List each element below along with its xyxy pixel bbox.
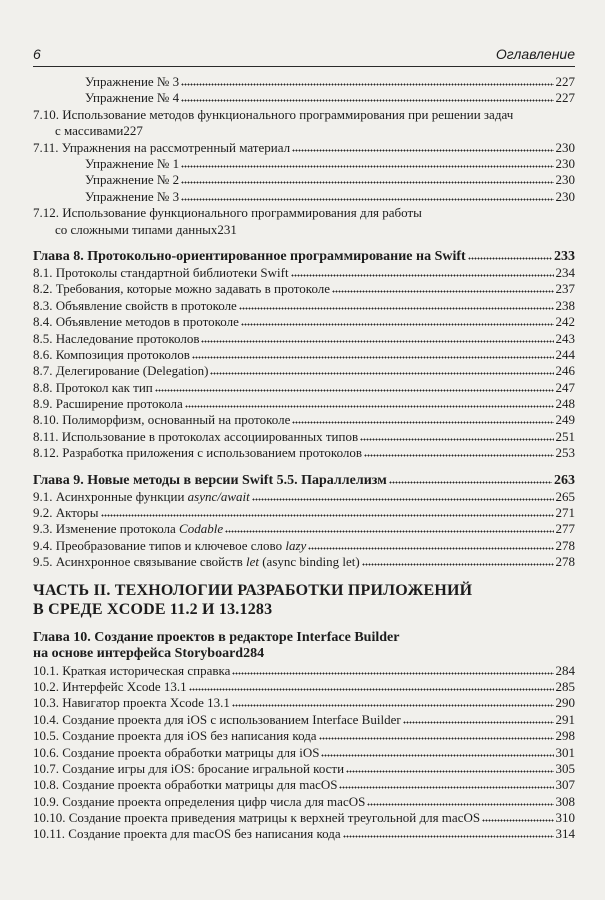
dot-leader <box>239 306 554 310</box>
dot-leader <box>292 148 553 152</box>
toc-entry-title <box>33 826 341 842</box>
header-rule <box>33 66 575 67</box>
toc-title-text: 8.10. Полиморфизм, основанный на протоколе <box>33 412 291 428</box>
toc-title-text: 9.4. Преобразование типов и ключевое слово <box>33 537 286 553</box>
toc-page-number: 253 <box>555 445 575 461</box>
toc-page-number: 263 <box>554 472 575 488</box>
toc-title-text: 8.1. Протоколы стандартной библиотеки Swift <box>33 264 289 280</box>
toc-page-number: 234 <box>555 264 575 280</box>
toc-page-number: 227 <box>123 123 143 139</box>
toc-title-text: 9.2. Акторы <box>33 505 99 521</box>
toc-page-number: 230 <box>555 155 575 171</box>
toc-entry <box>33 554 575 570</box>
toc-title-italic: let <box>245 554 259 570</box>
toc-entry-title <box>33 489 250 505</box>
dot-leader <box>181 164 553 168</box>
toc-entry <box>33 445 575 461</box>
running-head <box>33 46 575 62</box>
toc-entry-title <box>85 90 179 106</box>
toc-title-text: 8.8. Протокол как тип <box>33 379 153 395</box>
toc-entry-title <box>33 412 290 428</box>
toc-entry-title <box>33 505 99 521</box>
toc-page-number: 230 <box>555 188 575 204</box>
toc-entry <box>33 777 575 793</box>
toc-entry-title <box>33 248 466 265</box>
toc-entry <box>33 794 575 810</box>
toc-entry-title <box>85 156 179 172</box>
toc-page-number: 244 <box>555 346 575 362</box>
toc-page-number: 271 <box>555 505 575 521</box>
toc-entry <box>33 826 575 842</box>
toc-page-number: 278 <box>555 537 575 553</box>
toc-entry-title <box>33 314 239 330</box>
dot-leader <box>482 818 553 822</box>
toc-entry-title <box>33 347 190 363</box>
toc-page-number: 237 <box>555 281 575 297</box>
dot-leader <box>185 404 554 408</box>
dot-leader <box>181 197 553 201</box>
toc-chapter-row <box>33 248 575 265</box>
dot-leader <box>232 703 554 707</box>
toc-entry-title <box>33 521 223 537</box>
toc-title-text: Упражнение № 2 <box>85 172 180 188</box>
toc-title-text: 8.5. Наследование протоколов <box>33 330 200 346</box>
toc-entry-title <box>33 695 230 711</box>
toc-entry-line1: 7.10. Использование методов функционального программирования при решении задач <box>33 106 514 122</box>
toc-entry-title <box>33 728 317 744</box>
dot-leader <box>292 420 553 424</box>
dot-leader <box>367 802 553 806</box>
toc-entry <box>33 761 575 777</box>
dot-leader <box>360 437 553 441</box>
toc-entry <box>33 331 575 347</box>
toc-entry <box>33 695 575 711</box>
toc-page-number: 248 <box>555 396 575 412</box>
toc-entry-title <box>33 810 480 826</box>
toc-title-text: 10.4. Создание проекта для iOS с использованием Interface Builder <box>33 711 401 727</box>
chapter-heading <box>33 248 575 265</box>
toc-title-italic: async/await <box>187 488 250 504</box>
dot-leader <box>319 736 554 740</box>
toc-title-text: 8.9. Расширение протокола <box>33 396 183 412</box>
toc-page-number: 227 <box>555 74 575 89</box>
part-heading <box>33 581 575 619</box>
dot-leader <box>321 753 553 757</box>
dot-leader <box>291 273 554 277</box>
toc-title-text: 10.11. Создание проекта для macOS без написания кода <box>33 826 341 842</box>
toc-title-text: 8.11. Использование в протоколах ассоциированных типов <box>33 428 359 444</box>
toc-entry-line1: Глава 10. Создание проектов в редакторе Interface Builder <box>33 629 400 645</box>
toc-entry <box>33 538 575 554</box>
dot-leader <box>181 180 553 184</box>
dot-leader <box>155 388 554 392</box>
toc-entry-title <box>33 679 187 695</box>
toc-entry <box>33 505 575 521</box>
toc-entry-title <box>33 712 401 728</box>
toc-entry-line2: со сложными типами данных <box>55 221 218 237</box>
toc-title-text: Упражнение № 3 <box>85 188 180 204</box>
toc-entry-line1: ЧАСТЬ II. ТЕХНОЛОГИИ РАЗРАБОТКИ ПРИЛОЖЕНИЙ <box>33 581 473 599</box>
toc-title-text: 8.2. Требования, которые можно задавать в протоколе <box>33 281 331 297</box>
toc-page-number: 310 <box>555 810 575 826</box>
toc-entry <box>33 728 575 744</box>
toc-page-number: 308 <box>555 793 575 809</box>
toc-entry-title <box>33 140 290 156</box>
table-of-contents <box>33 74 575 843</box>
toc-entry <box>33 380 575 396</box>
chapter-heading <box>33 472 575 489</box>
toc-entry-line2: с массивами <box>55 123 124 139</box>
toc-entry <box>33 205 575 238</box>
toc-title-text: 10.8. Создание проекта обработки матрицы для macOS <box>33 777 338 793</box>
toc-page-number: 230 <box>555 172 575 188</box>
toc-entry <box>33 712 575 728</box>
toc-title-text: 8.12. Разработка приложения с использованием протоколов <box>33 445 363 461</box>
toc-title-text: 10.10. Создание проекта приведения матрицы к верхней треугольной для macOS <box>33 810 481 826</box>
dot-leader <box>343 834 554 838</box>
toc-entry <box>33 429 575 445</box>
toc-entry-line2: на основе интерфейса Storyboard <box>33 645 244 661</box>
toc-entry <box>33 489 575 505</box>
toc-entry-title <box>33 298 237 314</box>
toc-subentry <box>33 90 575 106</box>
dot-leader <box>389 480 552 484</box>
toc-title-text: 8.7. Делегирование (Delegation) <box>33 363 209 379</box>
toc-entry-title <box>85 74 179 90</box>
toc-entry-title <box>33 761 344 777</box>
toc-title-text: Упражнение № 1 <box>85 155 180 171</box>
toc-entry-line1: 7.12. Использование функционального программирования для работы <box>33 205 422 221</box>
toc-entry-line2-row <box>33 646 575 663</box>
toc-title-text: 10.3. Навигатор проекта Xcode 13.1 <box>33 695 230 711</box>
dot-leader <box>189 687 554 691</box>
toc-entry-title <box>33 380 153 396</box>
toc-entry <box>33 347 575 363</box>
toc-page-number: 290 <box>555 695 575 711</box>
toc-entry <box>33 396 575 412</box>
toc-subentry <box>33 156 575 172</box>
toc-entry <box>33 298 575 314</box>
toc-entry <box>33 810 575 826</box>
dot-leader <box>241 322 554 326</box>
toc-page-number: 298 <box>555 728 575 744</box>
toc-entry <box>33 745 575 761</box>
toc-page-number: 246 <box>555 363 575 379</box>
toc-page-number: 301 <box>555 744 575 760</box>
toc-page-number: 278 <box>555 554 575 570</box>
toc-entry-title <box>85 172 179 188</box>
toc-subentry <box>33 189 575 205</box>
toc-entry <box>33 140 575 156</box>
toc-page-number: 231 <box>217 221 237 237</box>
section-title: Оглавление <box>495 46 575 62</box>
toc-page-number: 277 <box>555 521 575 537</box>
toc-entry-title <box>33 554 360 570</box>
toc-page-number: 314 <box>555 826 575 842</box>
toc-entry <box>33 521 575 537</box>
toc-subentry <box>33 74 575 90</box>
toc-entry-title <box>33 265 289 281</box>
toc-page-number: 238 <box>555 297 575 313</box>
chapter-heading <box>33 629 575 663</box>
dot-leader <box>332 289 553 293</box>
dot-leader <box>201 339 553 343</box>
toc-entry-title <box>33 472 387 489</box>
dot-leader <box>232 671 553 675</box>
toc-page-number: 283 <box>247 600 273 618</box>
toc-page-number: 233 <box>554 248 575 264</box>
toc-page-number: 251 <box>555 428 575 444</box>
toc-title-italic: Codable <box>179 521 224 537</box>
toc-page-number: 247 <box>555 379 575 395</box>
toc-entry-title <box>33 745 319 761</box>
toc-chapter-row <box>33 472 575 489</box>
dot-leader <box>468 256 552 260</box>
toc-title-text: Глава 9. Новые методы в версии Swift 5.5. Параллелизм <box>33 472 387 488</box>
toc-entry-title <box>33 363 208 379</box>
toc-title-italic: lazy <box>285 537 307 553</box>
toc-page-number: 285 <box>555 678 575 694</box>
toc-entry-title <box>33 429 358 445</box>
toc-page-number: 307 <box>555 777 575 793</box>
toc-title-text: 9.5. Асинхронное связывание свойств <box>33 554 246 570</box>
toc-entry-line2-row <box>33 123 575 139</box>
toc-page-number: 305 <box>555 760 575 776</box>
toc-entry-title <box>33 281 330 297</box>
dot-leader <box>181 98 553 102</box>
toc-entry-title <box>33 777 337 793</box>
toc-page-number: 284 <box>243 645 265 661</box>
toc-page-number: 227 <box>555 90 575 106</box>
dot-leader <box>101 513 554 517</box>
toc-entry-line2: В СРЕДЕ XCODE 11.2 И 13.1 <box>33 600 248 618</box>
dot-leader <box>225 529 553 533</box>
toc-entry-line2-row <box>33 600 575 619</box>
dot-leader <box>339 785 553 789</box>
toc-entry <box>33 265 575 281</box>
toc-title-text: 10.9. Создание проекта определения цифр числа для macOS <box>33 793 366 809</box>
toc-title-text: 7.11. Упражнения на рассмотренный материал <box>33 139 291 155</box>
dot-leader <box>192 355 554 359</box>
dot-leader <box>364 453 553 457</box>
dot-leader <box>181 82 553 86</box>
toc-entry <box>33 281 575 297</box>
dot-leader <box>308 546 553 550</box>
toc-entry-title <box>33 331 199 347</box>
toc-entry-title <box>33 445 362 461</box>
dot-leader <box>210 371 553 375</box>
toc-entry <box>33 363 575 379</box>
toc-title-text: 10.2. Интерфейс Xcode 13.1 <box>33 678 187 694</box>
toc-page-number: 265 <box>555 488 575 504</box>
dot-leader <box>252 497 554 501</box>
toc-entry-title <box>33 396 183 412</box>
dot-leader <box>362 562 554 566</box>
toc-entry <box>33 314 575 330</box>
toc-entry-line2-row <box>33 222 575 238</box>
toc-title-text: Упражнение № 3 <box>85 74 180 89</box>
dot-leader <box>403 720 554 724</box>
toc-page-number: 242 <box>555 314 575 330</box>
toc-title-text: Глава 8. Протокольно-ориентированное программирование на Swift <box>33 248 466 264</box>
toc-title-text: Упражнение № 4 <box>85 90 180 106</box>
toc-entry <box>33 107 575 140</box>
toc-title-text: 8.4. Объявление методов в протоколе <box>33 314 239 330</box>
toc-entry <box>33 412 575 428</box>
toc-entry <box>33 663 575 679</box>
toc-title-text: 10.6. Создание проекта обработки матрицы для iOS <box>33 744 320 760</box>
toc-entry <box>33 679 575 695</box>
toc-entry-title <box>33 538 306 554</box>
toc-entry-title <box>85 189 179 205</box>
page-number: 6 <box>33 46 41 62</box>
toc-title-tail: (async binding let) <box>258 554 360 570</box>
toc-subentry <box>33 172 575 188</box>
toc-page-number: 230 <box>555 139 575 155</box>
toc-title-text: 9.1. Асинхронные функции <box>33 488 188 504</box>
toc-title-text: 9.3. Изменение протокола <box>33 521 180 537</box>
toc-title-text: 8.6. Композиция протоколов <box>33 346 190 362</box>
toc-title-text: 8.3. Объявление свойств в протоколе <box>33 297 237 313</box>
toc-page-number: 291 <box>555 711 575 727</box>
toc-entry-title <box>33 663 230 679</box>
toc-page-number: 249 <box>555 412 575 428</box>
toc-title-text: 10.7. Создание игры для iOS: бросание игральной кости <box>33 760 345 776</box>
toc-page-number: 284 <box>555 662 575 678</box>
toc-title-text: 10.1. Краткая историческая справка <box>33 662 231 678</box>
dot-leader <box>346 769 553 773</box>
toc-title-text: 10.5. Создание проекта для iOS без написания кода <box>33 728 317 744</box>
toc-page-number: 243 <box>555 330 575 346</box>
toc-entry-title <box>33 794 365 810</box>
